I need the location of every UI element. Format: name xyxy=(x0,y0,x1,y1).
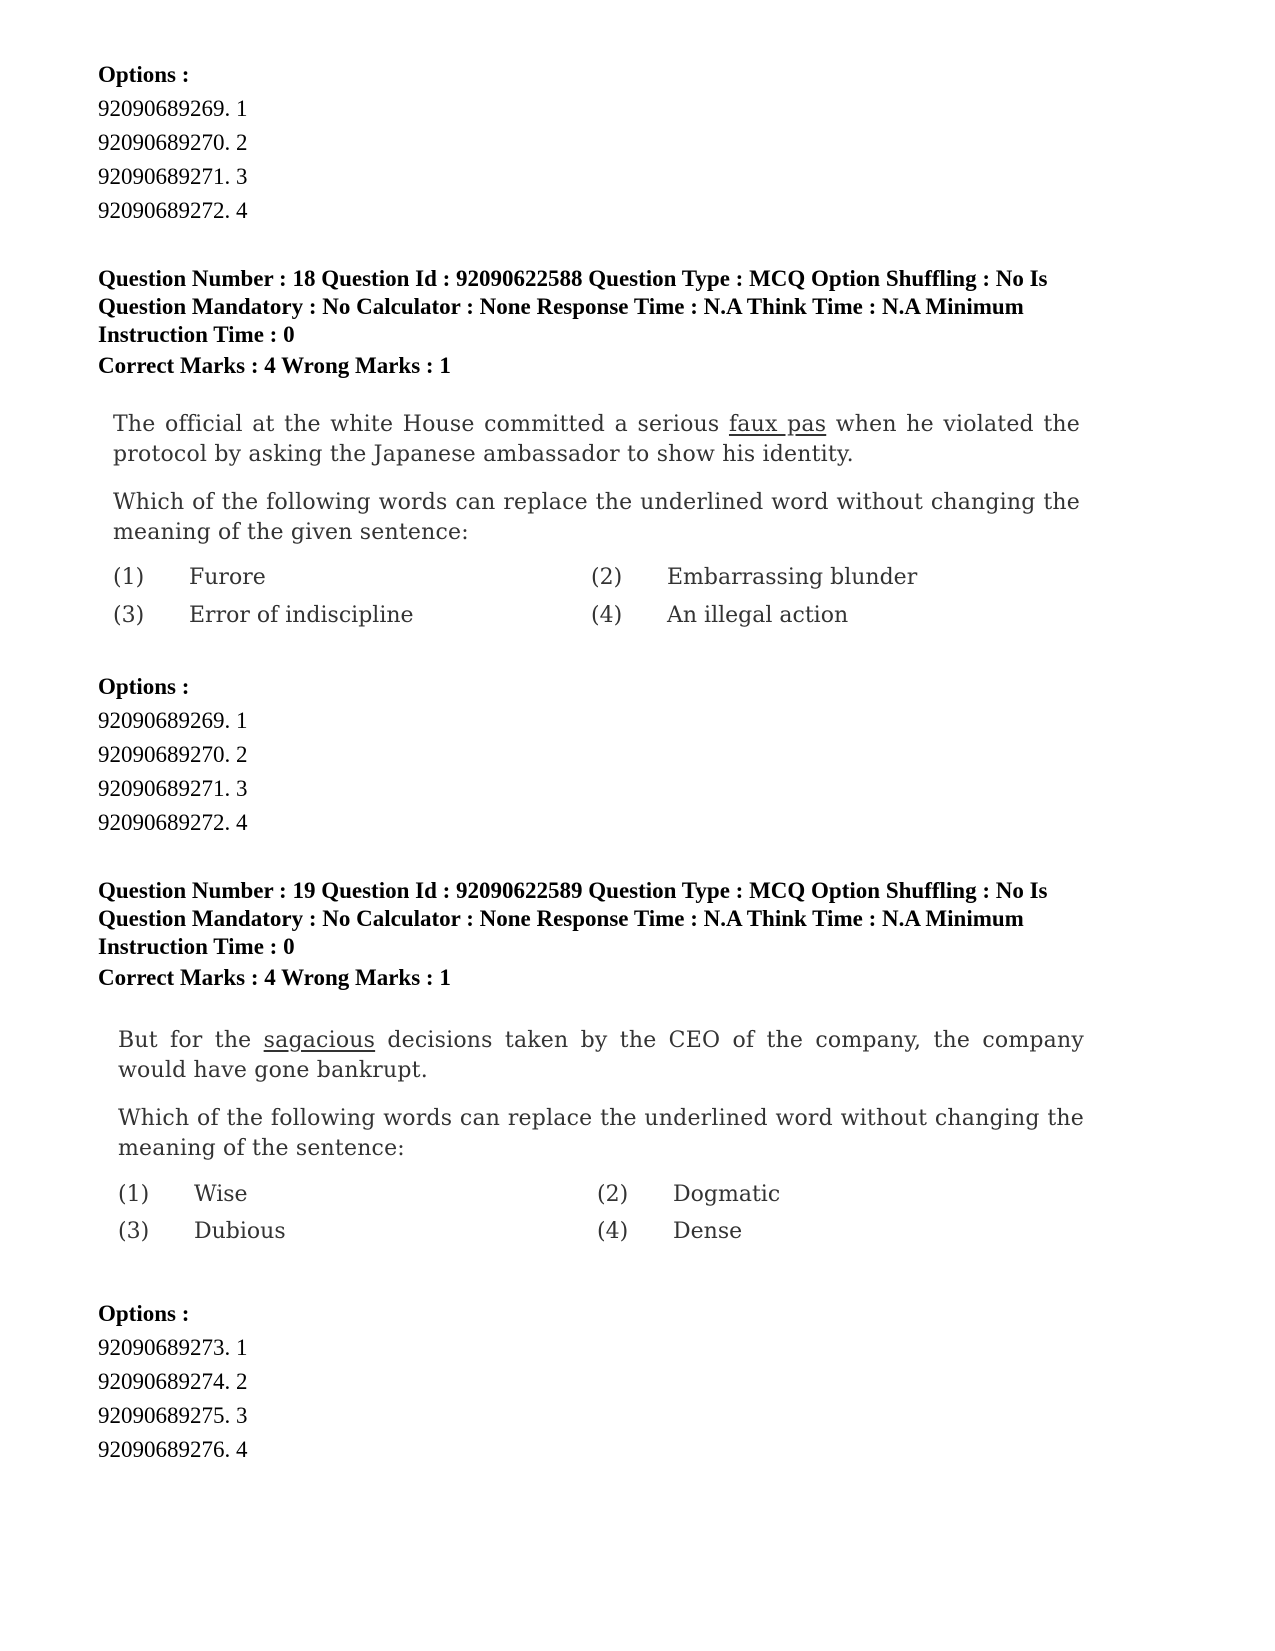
option-item: 92090689270. 2 xyxy=(98,742,248,767)
q18-meta-line3: Instruction Time : 0 xyxy=(98,322,295,347)
option-item: 92090689272. 4 xyxy=(98,810,248,835)
q18-meta-line2: Question Mandatory : No Calculator : None Response Time : N.A Think Time : N.A Minimum xyxy=(98,294,1024,319)
q18-choice-4: (4) An illegal action xyxy=(591,603,849,628)
option-item: 92090689273. 1 xyxy=(98,1335,248,1360)
option-item: 92090689276. 4 xyxy=(98,1437,248,1462)
option-item: 92090689269. 1 xyxy=(98,96,248,121)
q18-question-body xyxy=(113,410,1080,548)
q19-meta xyxy=(98,877,1178,961)
q19-choice-4: (4) Dense xyxy=(597,1219,743,1244)
options-header: Options : xyxy=(98,1301,190,1326)
option-item: 92090689275. 3 xyxy=(98,1403,248,1428)
q19-meta-line3: Instruction Time : 0 xyxy=(98,934,295,959)
q18-marks: Correct Marks : 4 Wrong Marks : 1 xyxy=(98,353,451,378)
options-header: Options : xyxy=(98,674,190,699)
q18-instruction: Which of the following words can replace the underlined word without changing the meaning of the given sentence: xyxy=(113,490,1080,545)
option-item: 92090689269. 1 xyxy=(98,708,248,733)
q19-question-body xyxy=(118,1026,1084,1164)
q18-meta xyxy=(98,265,1178,349)
q19-marks: Correct Marks : 4 Wrong Marks : 1 xyxy=(98,965,451,990)
q19-instruction: Which of the following words can replace the underlined word without changing the meaning of the sentence: xyxy=(118,1106,1084,1161)
options-header: Options : xyxy=(98,62,190,87)
q18-stem: The official at the white House committed a serious faux pas when he violated the protocol by asking the Japanese ambassador to show his identity. xyxy=(113,412,1080,467)
q18-options-block xyxy=(98,670,248,840)
option-item: 92090689270. 2 xyxy=(98,130,248,155)
q19-underlined-word: sagacious xyxy=(263,1028,376,1053)
q19-options-block xyxy=(98,1297,248,1467)
q18-choice-2: (2) Embarrassing blunder xyxy=(591,565,918,590)
q18-underlined-word: faux pas xyxy=(728,412,827,437)
q18-meta-line1: Question Number : 18 Question Id : 92090622588 Question Type : MCQ Option Shuffling : No Is xyxy=(98,266,1048,291)
q19-meta-line2: Question Mandatory : No Calculator : None Response Time : N.A Think Time : N.A Minimum xyxy=(98,906,1024,931)
q19-meta-line1: Question Number : 19 Question Id : 92090622589 Question Type : MCQ Option Shuffling : No Is xyxy=(98,878,1048,903)
q19-choice-3: (3) Dubious xyxy=(118,1219,286,1244)
option-item: 92090689274. 2 xyxy=(98,1369,248,1394)
q19-choice-2: (2) Dogmatic xyxy=(597,1182,781,1207)
option-item: 92090689271. 3 xyxy=(98,776,248,801)
q19-choice-1: (1) Wise xyxy=(118,1182,248,1207)
q18-choice-1: (1) Furore xyxy=(113,565,266,590)
q18-choice-3: (3) Error of indiscipline xyxy=(113,603,414,628)
option-item: 92090689272. 4 xyxy=(98,198,248,223)
options-block-previous xyxy=(98,58,248,228)
option-item: 92090689271. 3 xyxy=(98,164,248,189)
q19-stem: But for the sagacious decisions taken by the CEO of the company, the company would have gone bankrupt. xyxy=(118,1028,1084,1083)
